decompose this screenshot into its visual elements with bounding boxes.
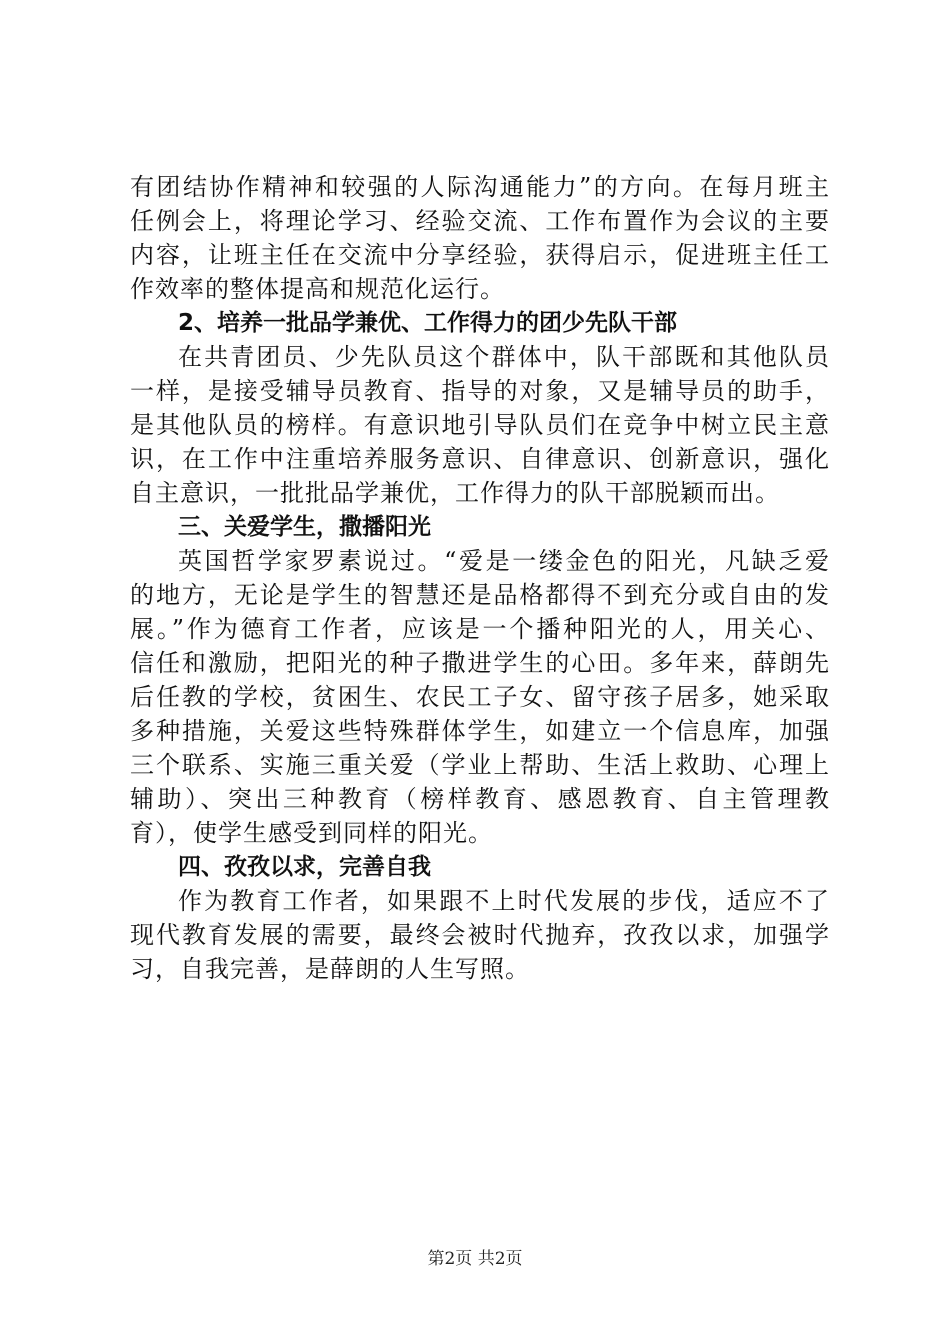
section-heading: 四、孜孜以求，完善自我 — [178, 854, 431, 880]
text-line: 辅助）、突出三种教育（榜样教育、感恩教育、自主管理教 — [130, 785, 830, 813]
text-line: 展。”作为德育工作者，应该是一个播种阳光的人，用关心、 — [130, 615, 830, 643]
page-number-footer: 第2页 共2页 — [427, 1249, 523, 1269]
document-body — [130, 170, 830, 986]
text-line: 英国哲学家罗素说过。“爱是一缕金色的阳光，凡缺乏爱 — [178, 547, 830, 575]
text-line: 在共青团员、少先队员这个群体中，队干部既和其他队员 — [178, 343, 830, 371]
text-line: 作效率的整体提高和规范化运行。 — [130, 275, 505, 303]
section-heading: 三、关爱学生，撒播阳光 — [178, 514, 431, 540]
section-heading: 2、培养一批品学兼优、工作得力的团少先队干部 — [178, 310, 678, 336]
text-line: 信任和激励，把阳光的种子撒进学生的心田。多年来，薛朗先 — [130, 649, 830, 677]
text-line: 自主意识，一批批品学兼优，工作得力的队干部脱颖而出。 — [130, 479, 780, 507]
text-line: 任例会上，将理论学习、经验交流、工作布置作为会议的主要 — [130, 207, 830, 235]
text-line: 后任教的学校，贫困生、农民工子女、留守孩子居多，她采取 — [130, 683, 830, 711]
text-line: 内容，让班主任在交流中分享经验，获得启示，促进班主任工 — [130, 241, 830, 269]
text-line: 习，自我完善，是薛朗的人生写照。 — [130, 955, 530, 983]
text-line: 育），使学生感受到同样的阳光。 — [130, 819, 493, 847]
text-line: 识，在工作中注重培养服务意识、自律意识、创新意识，强化 — [130, 445, 830, 473]
text-line: 多种措施，关爱这些特殊群体学生，如建立一个信息库，加强 — [130, 717, 830, 745]
text-line: 作为教育工作者，如果跟不上时代发展的步伐，适应不了 — [178, 887, 830, 915]
text-line: 的地方，无论是学生的智慧还是品格都得不到充分或自由的发 — [130, 581, 830, 609]
text-line: 是其他队员的榜样。有意识地引导队员们在竞争中树立民主意 — [130, 411, 830, 439]
text-line: 有团结协作精神和较强的人际沟通能力”的方向。在每月班主 — [130, 173, 830, 201]
text-line: 三个联系、实施三重关爱（学业上帮助、生活上救助、心理上 — [130, 751, 830, 779]
text-line: 一样，是接受辅导员教育、指导的对象，又是辅导员的助手， — [130, 377, 830, 405]
text-line: 现代教育发展的需要，最终会被时代抛弃，孜孜以求，加强学 — [130, 921, 830, 949]
